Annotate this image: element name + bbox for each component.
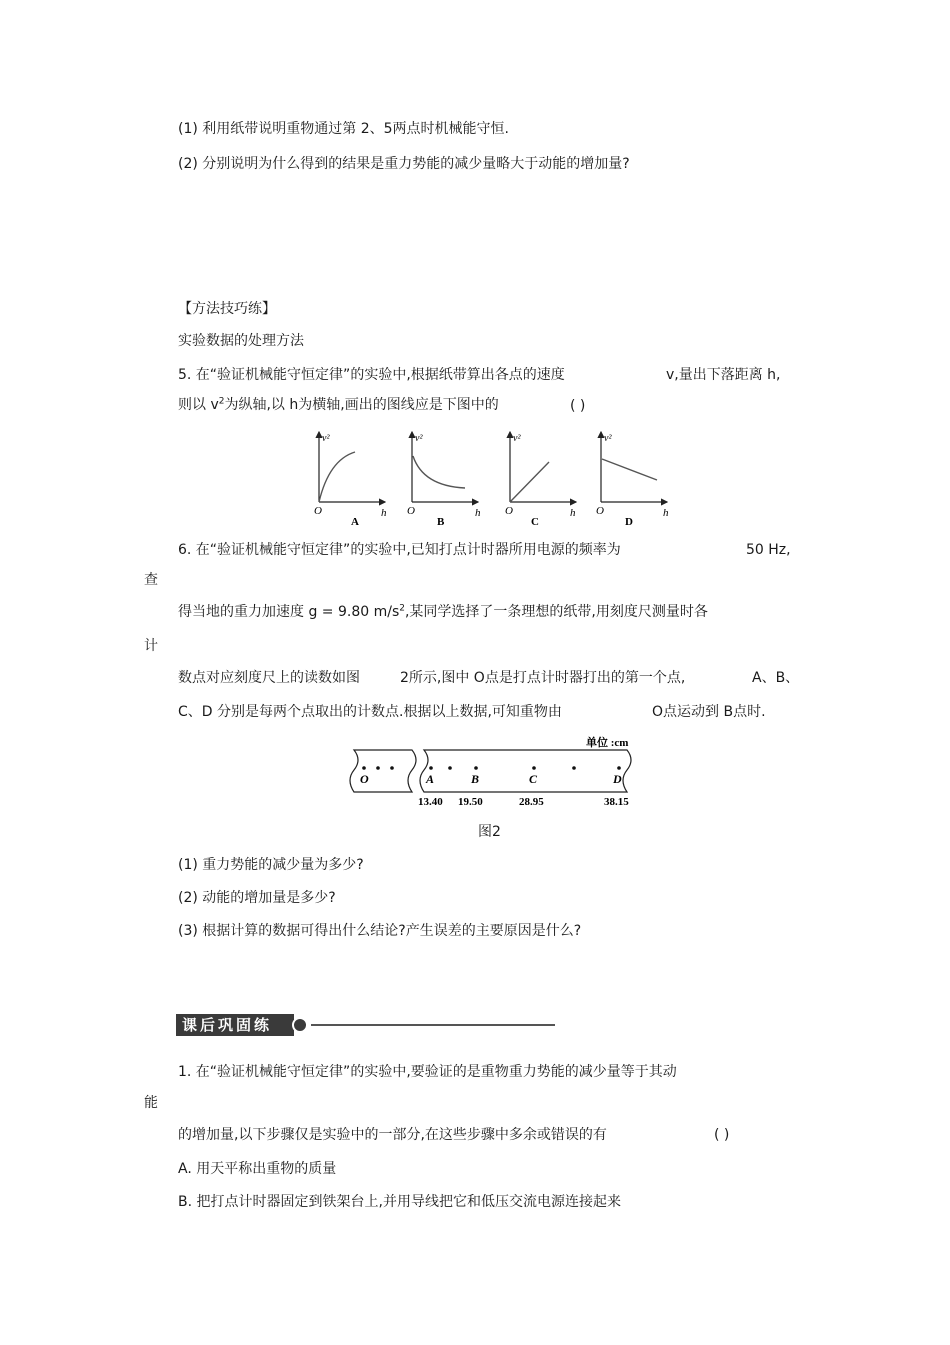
tape-unit: 单位 :cm: [586, 737, 629, 749]
graph-d-ylabel: v²: [604, 433, 612, 444]
q6-sub1: (1) 重力势能的减少量为多少?: [178, 857, 364, 873]
section-header: [176, 1014, 311, 1036]
graph-b-ylabel: v²: [415, 433, 423, 444]
section-bullet-icon: [292, 1017, 308, 1033]
graph-a-curve: [319, 452, 355, 502]
tape-point-d: D: [613, 772, 622, 786]
q6-line2: 得当地的重力加速度 g = 9.80 $m/s^2$,某同学选择了一条理想的纸带,用刻度尺测量时各: [178, 603, 708, 620]
q1-line1: 1. 在“验证机械能守恒定律”的实验中,要验证的是重物重力势能的减少量等于其动: [178, 1064, 677, 1080]
method-subheading: 实验数据的处理方法: [178, 333, 304, 349]
tape-point-b: B: [471, 772, 480, 786]
tape-dot: [429, 766, 433, 770]
tape-dot: [448, 766, 452, 770]
figure-caption: 图2: [478, 824, 501, 840]
graph-c-label: C: [531, 516, 539, 528]
tape-point-o: O: [360, 772, 369, 786]
graph-c: [505, 432, 576, 528]
q6-line4: C、D 分别是每两个点取出的计数点.根据以上数据,可知重物由: [178, 704, 562, 720]
q6-line1: 6. 在“验证机械能守恒定律”的实验中,已知打点计时器所用电源的频率为: [178, 542, 621, 558]
graph-a: [314, 432, 387, 528]
graph-c-xlabel: h: [570, 507, 576, 519]
tape-dot: [617, 766, 621, 770]
q6-sub2: (2) 动能的增加量是多少?: [178, 890, 336, 906]
graph-c-origin: O: [505, 505, 513, 517]
graph-d-xlabel: h: [663, 507, 669, 519]
q6-sub3: (3) 根据计算的数据可得出什么结论?产生误差的主要原因是什么?: [178, 923, 582, 939]
prev-question-sub1: (1) 利用纸带说明重物通过第 2、5两点时机械能守恒.: [178, 121, 509, 137]
graph-a-origin: O: [314, 505, 322, 517]
prev-question-sub2: (2) 分别说明为什么得到的结果是重力势能的减少量略大于动能的增加量?: [178, 156, 630, 172]
tape-reading-b: 19.50: [458, 796, 483, 808]
q1-line2: 的增加量,以下步骤仅是实验中的一部分,在这些步骤中多余或错误的有: [178, 1127, 607, 1143]
tape-dot: [572, 766, 576, 770]
graph-b-xlabel: h: [475, 507, 481, 519]
q6-line4-end: O点运动到 B点时.: [652, 704, 766, 720]
graph-d-origin: O: [596, 505, 604, 517]
q6-wrap1: 查: [144, 572, 158, 588]
q5-line2: 则以 $v^2$为纵轴,以 h为横轴,画出的图线应是下图中的: [178, 396, 499, 413]
q1-option-b: B. 把打点计时器固定到铁架台上,并用导线把它和低压交流电源连接起来: [178, 1194, 621, 1210]
q6-line1-end: 50 Hz,: [746, 542, 791, 558]
graph-c-ylabel: v²: [513, 433, 521, 444]
tape-dot: [474, 766, 478, 770]
q1-option-a: A. 用天平称出重物的质量: [178, 1161, 337, 1177]
q6-wrap2: 计: [144, 638, 158, 654]
tape-reading-a: 13.40: [418, 796, 443, 808]
q5-answer-bracket: ( ): [570, 398, 586, 414]
tape-dot: [532, 766, 536, 770]
tape-point-c: C: [529, 772, 538, 786]
q5-line1-end: v,量出下落距离 h,: [666, 367, 781, 383]
graph-d-label: D: [625, 516, 633, 528]
tape-dot: [376, 766, 380, 770]
q6-line3-end: A、B、: [752, 670, 800, 686]
graph-a-xlabel: h: [381, 507, 387, 519]
q6-line3-mid: 2所示,图中 O点是打点计时器打出的第一个点,: [400, 670, 686, 686]
tape-dot: [362, 766, 366, 770]
tape-point-a: A: [426, 772, 435, 786]
method-heading: 【方法技巧练】: [178, 301, 276, 317]
paper-tape-figure: [342, 734, 642, 812]
section-title: 课后巩固练: [176, 1014, 294, 1036]
section-divider: [311, 1024, 555, 1026]
tape-dot: [390, 766, 394, 770]
q5-line1: 5. 在“验证机械能守恒定律”的实验中,根据纸带算出各点的速度: [178, 367, 565, 383]
graph-c-line: [510, 462, 549, 502]
q5-graph-options: [305, 428, 677, 532]
graph-b-label: B: [437, 516, 445, 528]
graph-a-label: A: [351, 516, 359, 528]
q1-answer-bracket: ( ): [714, 1127, 730, 1143]
graph-b-curve: [413, 456, 465, 488]
graph-b-origin: O: [407, 505, 415, 517]
graph-d-line: [602, 459, 657, 480]
tape-reading-c: 28.95: [519, 796, 544, 808]
graph-b: [407, 432, 481, 528]
tape-right-segment: [420, 750, 631, 792]
graph-a-ylabel: v²: [322, 433, 330, 444]
q1-wrap: 能: [144, 1095, 158, 1111]
tape-reading-d: 38.15: [604, 796, 629, 808]
graph-d: [596, 432, 669, 528]
q6-line3: 数点对应刻度尺上的读数如图: [178, 670, 360, 686]
